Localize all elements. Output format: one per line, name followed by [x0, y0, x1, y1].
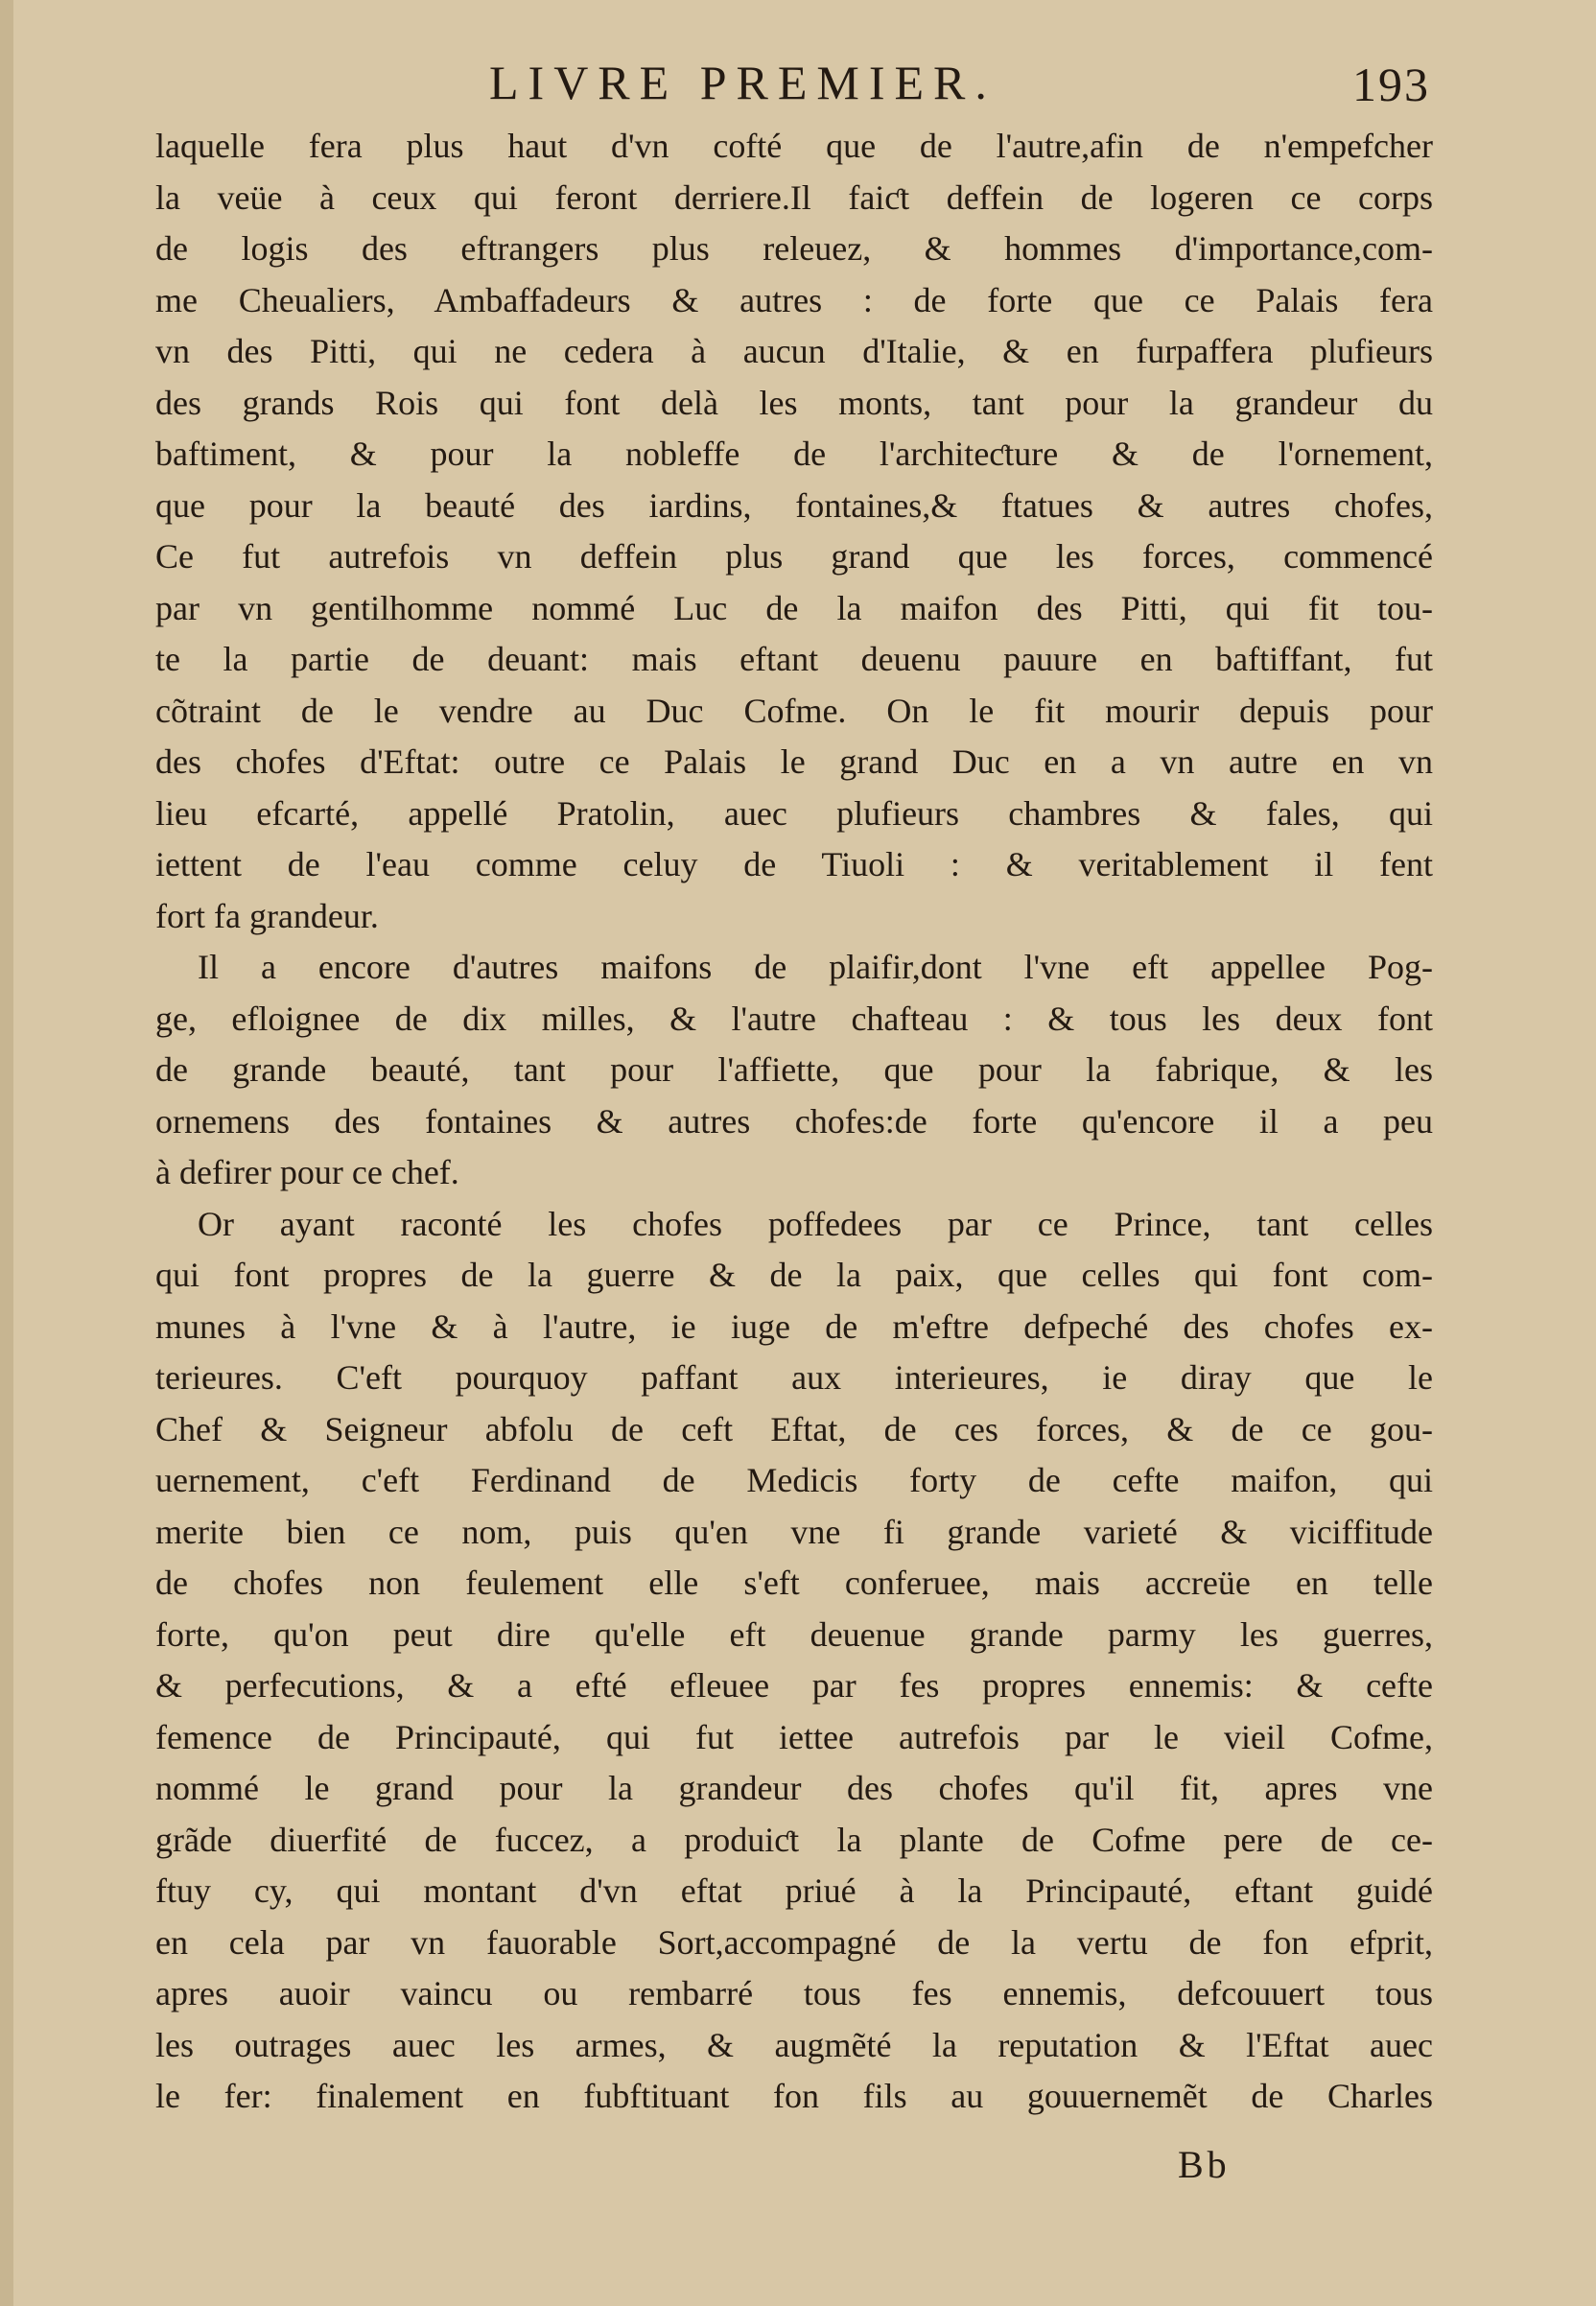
text-line: les outrages auec les armes, & augmẽté la reputation & l'Eftat auec — [155, 2025, 1433, 2064]
text-line: me Cheualiers, Ambaffadeurs & autres : de forte que ce Palais fera — [155, 280, 1433, 319]
text-line: munes à l'vne & à l'autre, ie iuge de m'eftre defpeché des chofes ex- — [155, 1306, 1433, 1346]
text-line: lieu efcarté, appellé Pratolin, auec plufieurs chambres & fales, qui — [155, 793, 1433, 833]
text-line: le fer: finalement en fubftituant fon fils au gouuernemẽt de Charles — [155, 2077, 1433, 2115]
text-line: cõtraint de le vendre au Duc Cofme. On le fit mourir depuis pour — [155, 691, 1433, 730]
text-line: fort fa grandeur. — [155, 896, 379, 935]
text-line: nommé le grand pour la grandeur des chofes qu'il fit, apres vne — [155, 1769, 1433, 1807]
text-line: ftuy cy, qui montant d'vn eftat priué à la Principauté, eftant guidé — [155, 1871, 1433, 1910]
text-line: ge, efloignee de dix milles, & l'autre chafteau : & tous les deux font — [155, 999, 1433, 1038]
text-line: des chofes d'Eftat: outre ce Palais le grand Duc en a vn autre en vn — [155, 742, 1433, 781]
text-line: baftiment, & pour la nobleffe de l'architeƈture & de l'ornement, — [155, 435, 1433, 473]
text-line: que pour la beauté des iardins, fontaines,& ftatues & autres chofes, — [155, 485, 1433, 525]
text-line: grãde diuerfité de fuccez, a produiƈt la plante de Cofme pere de ce- — [155, 1820, 1433, 1859]
text-line: de chofes non feulement elle s'eft conferuee, mais accreüe en telle — [155, 1564, 1433, 1602]
page-number: 193 — [1352, 58, 1430, 111]
text-line: Or ayant raconté les chofes poffedees par ce Prince, tant celles — [198, 1204, 1433, 1243]
text-line: à defirer pour ce chef. — [155, 1153, 459, 1191]
text-line: femence de Principauté, qui fut iettee autrefois par le vieil Cofme, — [155, 1717, 1433, 1756]
running-head: LIVRE PREMIER. — [489, 56, 997, 109]
page-gutter — [0, 0, 13, 2306]
text-line: laquelle fera plus haut d'vn cofté que de l'autre,afin de n'empefcher — [155, 127, 1433, 165]
text-line: la veüe à ceux qui feront derriere.Il faiƈt deffein de logeren ce corps — [155, 177, 1433, 217]
text-line: vn des Pitti, qui ne cedera à aucun d'Italie, & en furpaffera plufieurs — [155, 332, 1433, 370]
text-line: des grands Rois qui font delà les monts, tant pour la grandeur du — [155, 383, 1433, 422]
page-header — [489, 54, 1448, 111]
text-line: apres auoir vaincu ou rembarré tous fes ennemis, defcouuert tous — [155, 1974, 1433, 2012]
main-text — [155, 121, 1433, 2123]
text-line: ornemens des fontaines & autres chofes:de forte qu'encore il a peu — [155, 1101, 1433, 1141]
text-line: en cela par vn fauorable Sort,accompagné de la vertu de fon efprit, — [155, 1922, 1433, 1962]
text-line: uernement, c'eft Ferdinand de Medicis forty de cefte maifon, qui — [155, 1461, 1433, 1499]
text-line: te la partie de deuant: mais eftant deuenu pauure en baftiffant, fut — [155, 640, 1433, 678]
text-line: Ce fut autrefois vn deffein plus grand que les forces, commencé — [155, 537, 1433, 576]
text-line: & perfecutions, & a efté efleuee par fes propres ennemis: & cefte — [155, 1666, 1433, 1705]
text-line: qui font propres de la guerre & de la paix, que celles qui font com- — [155, 1256, 1433, 1294]
text-line: Chef & Seigneur abfolu de ceft Eftat, de ces forces, & de ce gou- — [155, 1409, 1433, 1448]
text-line: forte, qu'on peut dire qu'elle eft deuenue grande parmy les guerres, — [155, 1614, 1433, 1654]
text-line: Il a encore d'autres maifons de plaifir,dont l'vne eft appellee Pog- — [198, 948, 1433, 986]
text-line: de grande beauté, tant pour l'affiette, que pour la fabrique, & les — [155, 1050, 1433, 1089]
text-line: merite bien ce nom, puis qu'en vne fi grande varieté & viciffitude — [155, 1512, 1433, 1551]
text-line: par vn gentilhomme nommé Luc de la maifon des Pitti, qui fit tou- — [155, 588, 1433, 627]
text-line: de logis des eftrangers plus releuez, & hommes d'importance,com- — [155, 229, 1433, 268]
text-line: terieures. C'eft pourquoy paffant aux interieures, ie diray que le — [155, 1358, 1433, 1397]
text-line: iettent de l'eau comme celuy de Tiuoli : & veritablement il fent — [155, 845, 1433, 883]
signature-mark: Bb — [1178, 2143, 1231, 2186]
